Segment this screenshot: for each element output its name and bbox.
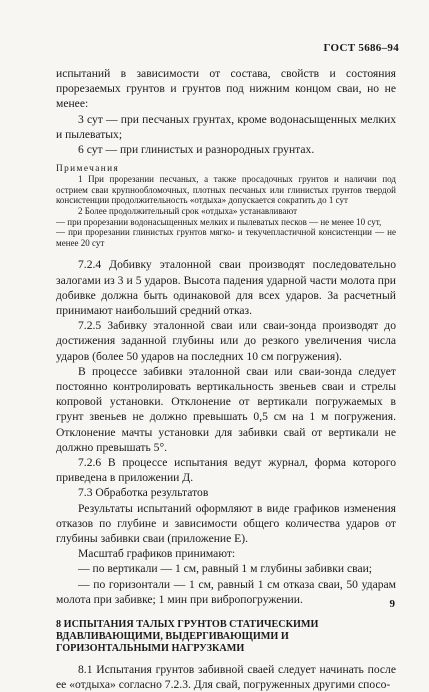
paragraph-scale: Масштаб графиков принимают: xyxy=(78,547,236,561)
page-number: 9 xyxy=(389,598,395,610)
paragraph-results: Результаты испытаний оформляют в виде графиков изменения отказов по глубине и зависимости общего количества ударов от глубины забивки сваи (приложение Е). xyxy=(56,501,396,546)
paragraph-intro: испытаний в зависимости от состава, свойств и состояния прорезаемых грунтов и грунтов под нижним концом сваи, но не менее: xyxy=(56,67,396,111)
notes-block xyxy=(56,164,396,248)
paragraph-6-days: 6 сут — при глинистых и разнородных грунтах. xyxy=(78,143,315,157)
paragraph-3-days: 3 сут — при песчаных грунтах, кроме водонасыщенных мелких и пылеватых; xyxy=(56,112,396,141)
note-1: 1 При прорезании песчаных, а также просадочных грунтов и наличии под острием сваи крупнообломочных, плотных песчаных или глинистых грунтов твердой консистенции продолжительность «отдыха» допускается сократить до 1 сут xyxy=(56,174,396,206)
paragraph-horizontal-scale: — по горизонтали — 1 см, равный 1 см отказа сваи, 50 ударам молота при забивке; 1 мин при вибропогружении. xyxy=(56,577,396,606)
subsection-7-3-title: 7.3 Обработка результатов xyxy=(78,486,209,500)
document-code: ГОСТ 5686–94 xyxy=(323,42,399,54)
note-2b: — при прорезании глинистых грунтов мягко- и текучепластичной консистенции — не менее 20 сут xyxy=(56,227,396,248)
paragraph-7-2-4: 7.2.4 Добивку эталонной сваи производят последовательно залогами из 3 и 5 ударов. Высота падения ударной части молота при добивке должна быть одинаковой для всех ударов. За расчетный принимают наибольший средний отказ. xyxy=(56,258,396,317)
paragraph-process: В процессе забивки эталонной сваи или сваи-зонда следует постоянно контролировать вертикальность звеньев сваи и стрелы копровой установки. Отклонение от вертикали погружаемых в грунт звеньев не должно превышать 0,5 см на 1 м погружения. Отклонение мачты установки для забивки свай от вертикали не должно превышать 5°. xyxy=(56,364,396,454)
notes-title: Примечания xyxy=(56,164,120,175)
section-8-heading: 8 ИСПЫТАНИЯ ТАЛЫХ ГРУНТОВ СТАТИЧЕСКИМИ ВДАВЛИВАЮЩИМИ, ВЫДЕРГИВАЮЩИМИ И ГОРИЗОНТАЛЬНЫМИ НАГРУЗКАМИ xyxy=(56,619,319,655)
paragraph-8-1: 8.1 Испытания грунтов забивной сваей следует начинать после ее «отдыха» согласно 7.2.3. Для свай, погруженных другими спосо- xyxy=(56,662,396,691)
paragraph-vertical-scale: — по вертикали — 1 см, равный 1 м глубины забивки сваи; xyxy=(78,562,373,576)
note-2: 2 Более продолжительный срок «отдыха» устанавливают xyxy=(78,206,298,216)
page-body xyxy=(56,66,396,692)
paragraph-7-2-6: 7.2.6 В процессе испытания ведут журнал, форма которого приведена в приложении Д. xyxy=(56,456,396,485)
paragraph-7-2-5: 7.2.5 Забивку эталонной сваи или сваи-зонда производят до достижения заданной глубины или до резкого увеличения числа ударов (более 50 ударов на последних 10 см погружения). xyxy=(56,319,396,363)
note-2a: — при прорезании водонасыщенных мелких и пылеватых песков — не менее 10 сут, xyxy=(56,216,382,227)
